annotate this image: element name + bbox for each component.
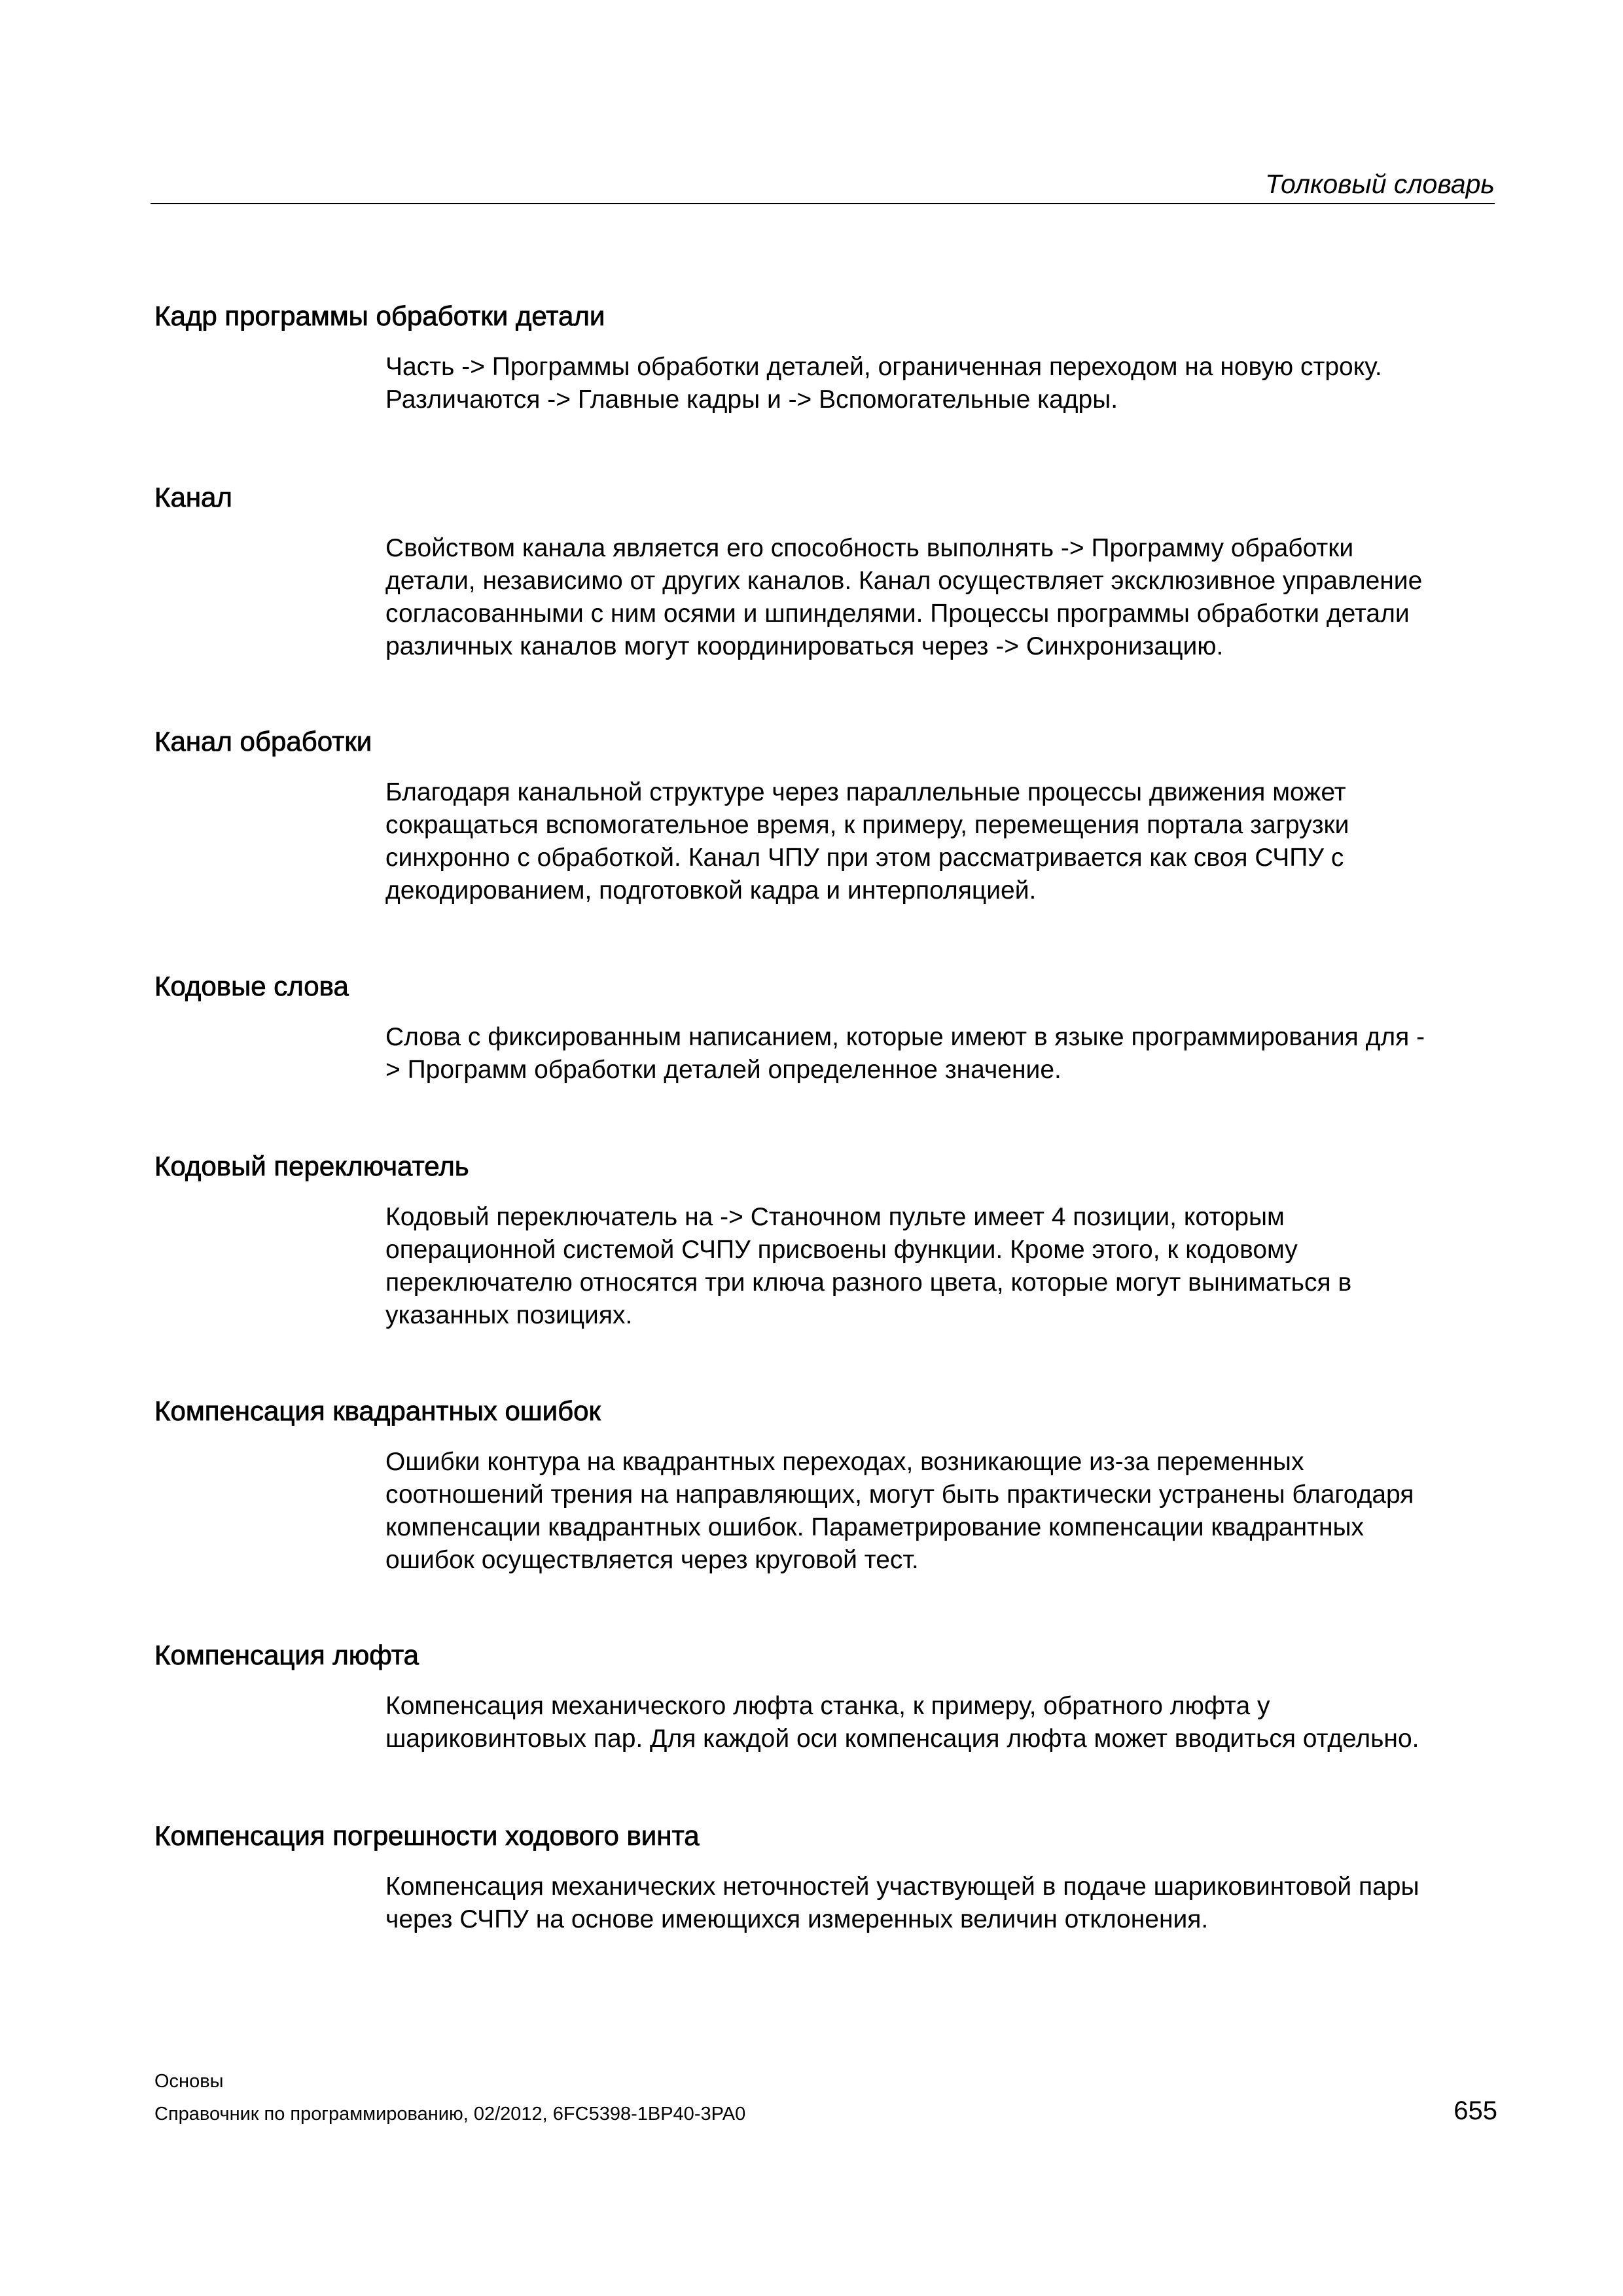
page-header-title: Толковый словарь — [1265, 169, 1495, 199]
glossary-term: Кодовые слова — [154, 971, 349, 1001]
glossary-term: Канал — [154, 482, 232, 512]
definition-line: Часть -> Программы обработки деталей, ограниченная переходом на новую строку. — [385, 353, 1382, 381]
definition-line: компенсации квадрантных ошибок. Параметрирование компенсации квадрантных — [385, 1513, 1364, 1541]
definition-line: операционной системой СЧПУ присвоены функции. Кроме этого, к кодовому — [385, 1236, 1298, 1264]
definition-line: Благодаря канальной структуре через параллельные процессы движения может — [385, 778, 1346, 806]
glossary-term: Кадр программы обработки детали — [154, 300, 605, 331]
definition-line: через СЧПУ на основе имеющихся измеренных величин отклонения. — [385, 1905, 1209, 1933]
definition-line: различных каналов могут координироваться через -> Синхронизацию. — [385, 632, 1224, 660]
glossary-definition — [385, 1021, 1498, 1086]
glossary-term: Канал обработки — [154, 726, 372, 757]
glossary-definition — [385, 1690, 1498, 1755]
definition-line: ошибок осуществляется через круговой тест. — [385, 1546, 919, 1574]
page-number: 655 — [1454, 2096, 1497, 2125]
footer-document-title: Основы — [154, 2071, 224, 2092]
definition-line: указанных позициях. — [385, 1301, 633, 1329]
definition-line: Слова с фиксированным написанием, которые имеют в языке программирования для - — [385, 1023, 1425, 1051]
glossary-term: Кодовый переключатель — [154, 1151, 469, 1181]
glossary-definition — [385, 1871, 1498, 1936]
definition-line: Компенсация механического люфта станка, к примеру, обратного люфта у — [385, 1692, 1270, 1720]
definition-line: шариковинтовых пар. Для каждой оси компенсация люфта может вводиться отдельно. — [385, 1725, 1419, 1753]
glossary-term: Компенсация квадрантных ошибок — [154, 1395, 601, 1426]
definition-line: синхронно с обработкой. Канал ЧПУ при этом рассматривается как своя СЧПУ с — [385, 844, 1344, 872]
glossary-definition — [385, 532, 1498, 663]
footer-document-info: Справочник по программированию, 02/2012, 6FC5398-1BP40-3PA0 — [154, 2104, 746, 2125]
glossary-definition — [385, 776, 1498, 907]
definition-line: > Программ обработки деталей определенное значение. — [385, 1056, 1061, 1084]
page-footer — [154, 2068, 1497, 2147]
glossary-term: Компенсация погрешности ходового винта — [154, 1820, 700, 1851]
definition-line: соотношений трения на направляющих, могут быть практически устранены благодаря — [385, 1480, 1414, 1509]
definition-line: Компенсация механических неточностей участвующей в подаче шариковинтовой пары — [385, 1873, 1419, 1901]
definition-line: детали, независимо от других каналов. Канал осуществляет эксклюзивное управление — [385, 567, 1423, 595]
glossary-term: Компенсация люфта — [154, 1640, 419, 1670]
definition-line: декодированием, подготовкой кадра и интерполяцией. — [385, 876, 1037, 905]
definition-line: переключателю относятся три ключа разного цвета, которые могут выниматься в — [385, 1268, 1352, 1297]
definition-line: согласованными с ним осями и шпинделями. Процессы программы обработки детали — [385, 600, 1410, 628]
definition-line: сокращаться вспомогательное время, к примеру, перемещения портала загрузки — [385, 811, 1349, 839]
definition-line: Различаются -> Главные кадры и -> Вспомогательные кадры. — [385, 386, 1118, 414]
definition-line: Свойством канала является его способность выполнять -> Программу обработки — [385, 534, 1354, 562]
glossary-definition — [385, 351, 1498, 416]
definition-line: Кодовый переключатель на -> Станочном пульте имеет 4 позиции, которым — [385, 1203, 1285, 1231]
glossary-definition — [385, 1446, 1498, 1577]
definition-line: Ошибки контура на квадрантных переходах, возникающие из-за переменных — [385, 1448, 1304, 1476]
glossary-definition — [385, 1201, 1498, 1332]
